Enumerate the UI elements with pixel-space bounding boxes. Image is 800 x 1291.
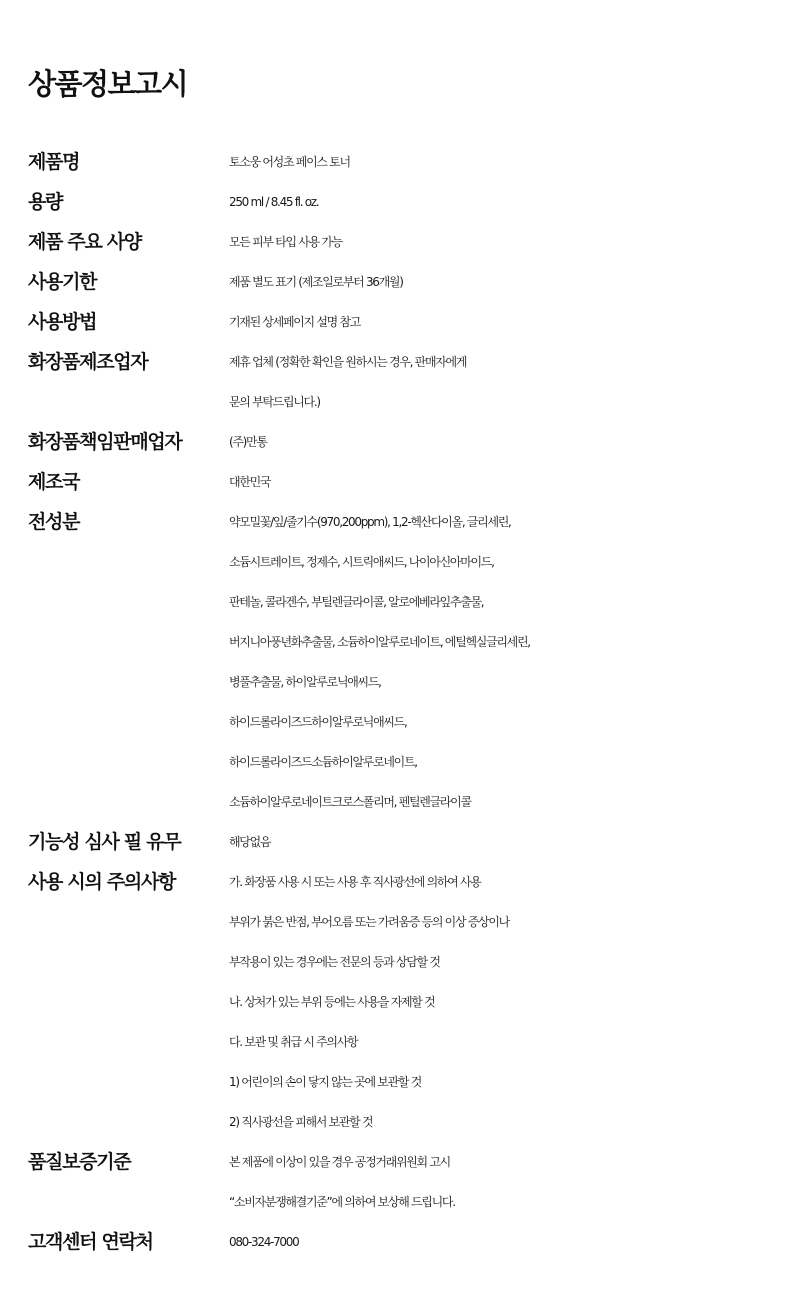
info-label: 품질보증기준 (28, 1151, 131, 1173)
info-value-line: 부작용이 있는 경우에는 전문의 등과 상담할 것 (229, 955, 440, 969)
info-label: 사용방법 (28, 311, 97, 333)
info-value (200, 182, 800, 222)
info-value (200, 222, 800, 262)
info-label: 고객센터 연락처 (28, 1231, 153, 1253)
info-label: 제조국 (28, 471, 80, 493)
info-value-line: 2) 직사광선을 피해서 보관할 것 (229, 1115, 373, 1129)
info-value-line: 하이드롤라이즈드하이알루로닉애씨드, (229, 715, 407, 729)
info-value-line: 나. 상처가 있는 부위 등에는 사용을 자제할 것 (229, 995, 435, 1009)
info-value-line: 가. 화장품 사용 시 또는 사용 후 직사광선에 의하여 사용 (229, 875, 481, 889)
info-label: 사용 시의 주의사항 (28, 871, 176, 893)
info-row (0, 222, 800, 262)
page-title: 상품정보고시 (28, 67, 188, 101)
info-value (200, 342, 800, 422)
info-value-line: 본 제품에 이상이 있을 경우 공정거래위원회 고시 (229, 1155, 450, 1169)
info-label: 전성분 (28, 511, 80, 533)
info-value-line: 하이드롤라이즈드소듐하이알루로네이트, (229, 755, 417, 769)
info-value-line: (주)만통 (229, 435, 267, 449)
info-label: 기능성 심사 필 유무 (28, 831, 181, 853)
info-label: 제품 주요 사양 (28, 231, 141, 253)
info-value-line: 모든 피부 타입 사용 가능 (229, 235, 342, 249)
info-value (200, 1222, 800, 1262)
info-row (0, 502, 800, 822)
info-label: 화장품제조업자 (28, 351, 148, 373)
info-value-line: 기재된 상세페이지 설명 참고 (229, 315, 361, 329)
info-value-line: 판테놀, 콜라겐수, 부틸렌글라이콜, 알로에베라잎추출물, (229, 595, 484, 609)
info-row (0, 262, 800, 302)
info-label: 용량 (28, 191, 63, 213)
info-value (200, 302, 800, 342)
product-info-table (0, 142, 800, 1262)
info-row (0, 142, 800, 182)
info-row (0, 1142, 800, 1222)
info-value-line: 토소웅 어성초 페이스 토너 (229, 155, 350, 169)
info-value-line: 제품 별도 표기 (제조일로부터 36개월) (229, 275, 403, 289)
info-row (0, 462, 800, 502)
info-value (200, 262, 800, 302)
info-value-line: 1) 어린이의 손이 닿지 않는 곳에 보관할 것 (229, 1075, 421, 1089)
info-value (200, 822, 800, 862)
info-value (200, 502, 800, 822)
info-label: 제품명 (28, 151, 80, 173)
info-value-line: 소듐하이알루로네이트크로스폴리머, 펜틸렌글라이콜 (229, 795, 471, 809)
info-value (200, 142, 800, 182)
info-row (0, 822, 800, 862)
info-value-line: 약모밀꽃/잎/줄기수(970,200ppm), 1,2-헥산다이올, 글리세린, (229, 515, 511, 529)
info-value (200, 462, 800, 502)
info-value-line: 문의 부탁드립니다.) (229, 395, 320, 409)
info-value-line: 080-324-7000 (229, 1235, 299, 1249)
info-value-line: 제휴 업체 (정확한 확인을 원하시는 경우, 판매자에게 (229, 355, 467, 369)
info-value-line: “소비자분쟁해결기준”에 의하여 보상해 드립니다. (229, 1195, 455, 1209)
info-value-line: 대한민국 (229, 475, 271, 489)
info-value-line: 병풀추출물, 하이알루로닉애씨드, (229, 675, 381, 689)
info-label: 사용기한 (28, 271, 97, 293)
info-label: 화장품책임판매업자 (28, 431, 182, 453)
info-row (0, 302, 800, 342)
info-value-line: 다. 보관 및 취급 시 주의사항 (229, 1035, 358, 1049)
info-value (200, 422, 800, 462)
info-value-line: 해당없음 (229, 835, 271, 849)
info-row (0, 862, 800, 1142)
info-value-line: 버지니아풍년화추출물, 소듐하이알루로네이트, 에틸헥실글리세린, (229, 635, 530, 649)
info-row (0, 182, 800, 222)
info-row (0, 422, 800, 462)
info-value (200, 862, 800, 1142)
info-value-line: 소듐시트레이트, 정제수, 시트릭애씨드, 나이아신아마이드, (229, 555, 494, 569)
info-value-line: 부위가 붉은 반점, 부어오름 또는 가려움증 등의 이상 증상이나 (229, 915, 509, 929)
info-row (0, 342, 800, 422)
info-value (200, 1142, 800, 1222)
info-value-line: 250 ml / 8.45 fl. oz. (229, 195, 319, 209)
info-row (0, 1222, 800, 1262)
